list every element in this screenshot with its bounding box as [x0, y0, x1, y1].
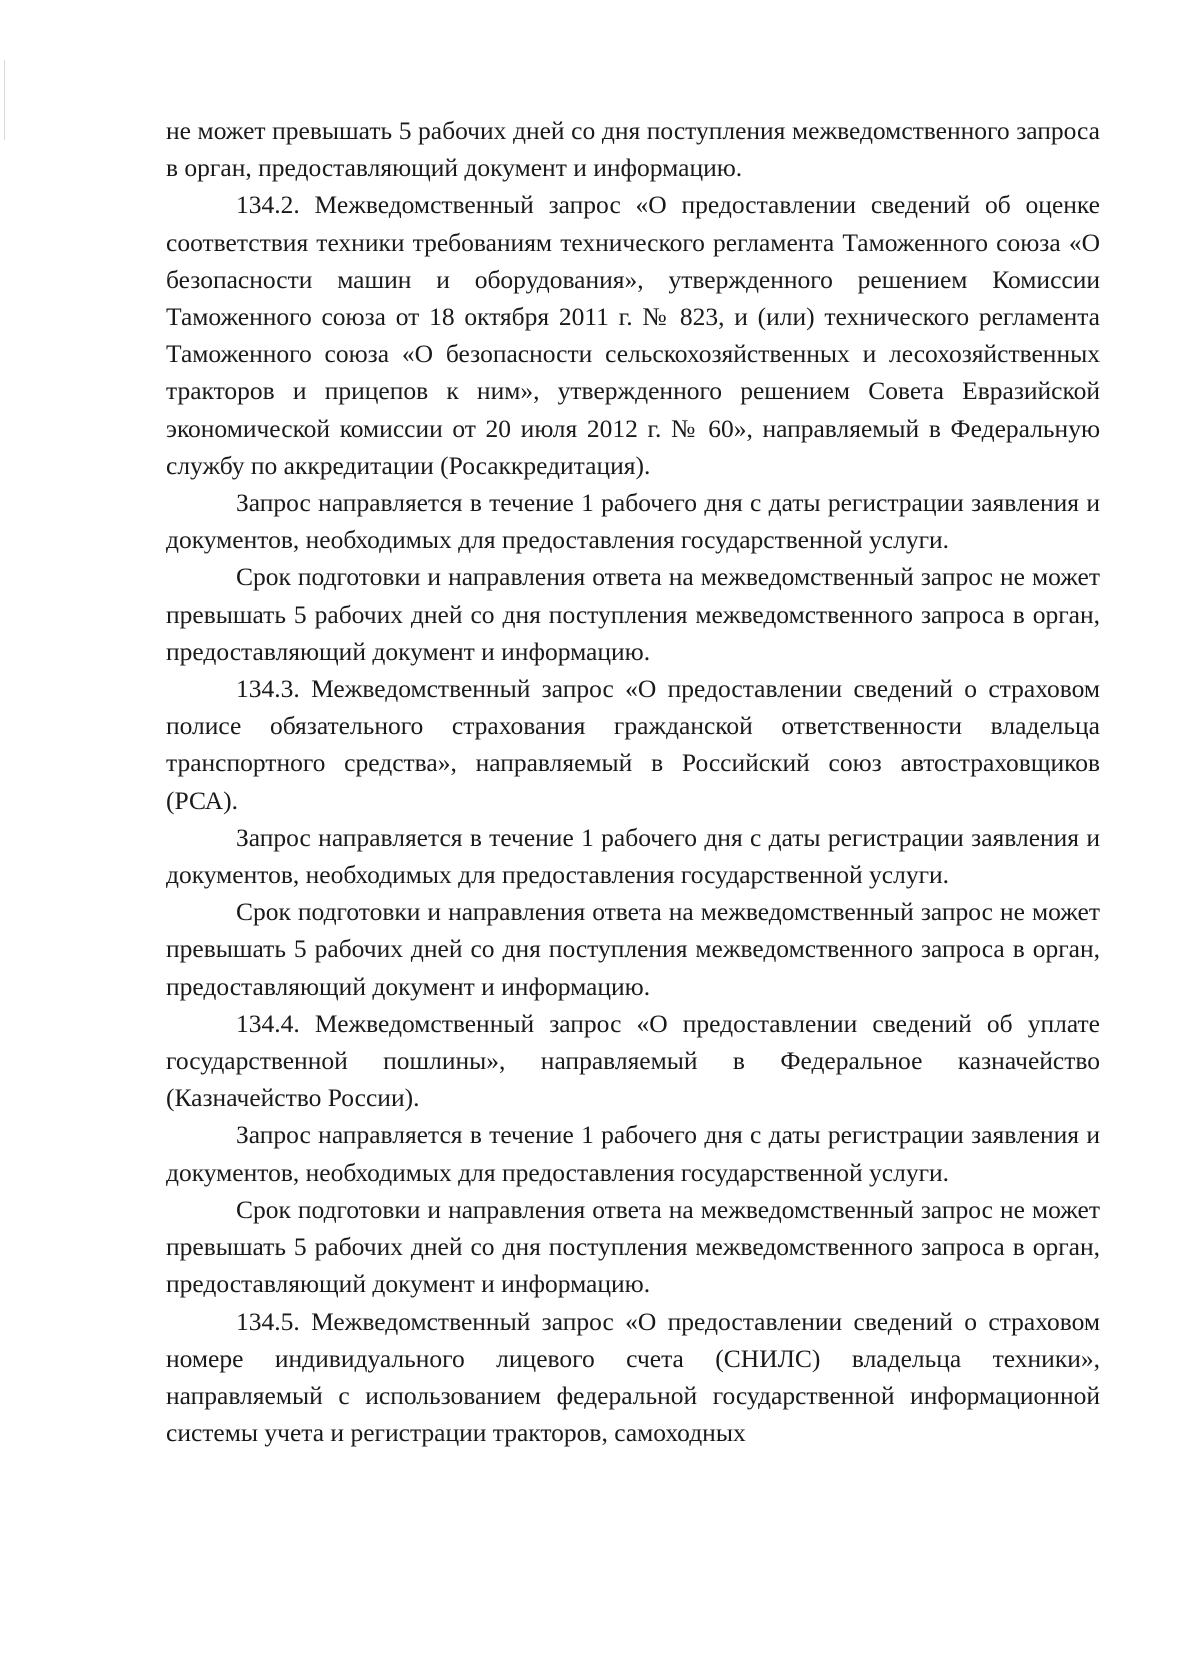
paragraph-response-deadline: Срок подготовки и направления ответа на межведомственный запрос не может превышать 5 рабочих дней со дня поступления межведомственного запроса в орган, предоставляющий документ и информацию.: [166, 1194, 1100, 1299]
paragraph-request-deadline: Запрос направляется в течение 1 рабочего дня с даты регистрации заявления и документов, необходимых для предоставления государственной услуги.: [166, 1120, 1100, 1187]
paragraph-response-deadline: Срок подготовки и направления ответа на межведомственный запрос не может превышать 5 рабочих дней со дня поступления межведомственного запроса в орган, предоставляющий документ и информацию.: [166, 562, 1100, 666]
document-body: [166, 112, 1100, 1451]
paragraph-request-deadline: Запрос направляется в течение 1 рабочего дня с даты регистрации заявления и документов, необходимых для предоставления государственной услуги.: [166, 822, 1100, 890]
scan-edge-mark: [4, 60, 5, 140]
paragraph-request-deadline: Запрос направляется в течение 1 рабочего дня с даты регистрации заявления и документов, необходимых для предоставления государственной услуги.: [166, 488, 1100, 555]
paragraph-134-4: 134.4. Межведомственный запрос «О предоставлении сведений об уплате государственной пошлины», направляемый в Федеральное казначейство (Казначейство России).: [166, 1008, 1100, 1113]
paragraph-continuation: не может превышать 5 рабочих дней со дня поступления межведомственного запроса в орган, предоставляющий документ и информацию.: [166, 116, 1100, 183]
paragraph-134-5: 134.5. Межведомственный запрос «О предоставлении сведений о страховом номере индивидуального лицевого счета (СНИЛС) владельца техники», направляемый с использованием федеральной государственной информационной системы учета и регистрации тракторов, самоходных: [166, 1306, 1100, 1448]
paragraph-134-3: 134.3. Межведомственный запрос «О предоставлении сведений о страховом полисе обязательного страхования гражданской ответственности владельца транспортного средства», направляемый в Российский союз автостраховщиков (РСА).: [166, 674, 1100, 815]
paragraph-134-2: 134.2. Межведомственный запрос «О предоставлении сведений об оценке соответствия техники требованиям технического регламента Таможенного союза «О безопасности машин и оборудования», утвержденного решением Комиссии Таможенного союза от 18 октября 2011 г. № 823, и (или) технического регламента Таможенного союза «О безопасности сельскохозяйственных и лесохозяйственных тракторов и прицепов к ним», утвержденного решением Совета Евразийской экономической комиссии от 20 июля 2012 г. № 60», направляемый в Федеральную службу по аккредитации (Росаккредитация).: [166, 190, 1100, 480]
paragraph-response-deadline: Срок подготовки и направления ответа на межведомственный запрос не может превышать 5 рабочих дней со дня поступления межведомственного запроса в орган, предоставляющий документ и информацию.: [166, 897, 1100, 1001]
